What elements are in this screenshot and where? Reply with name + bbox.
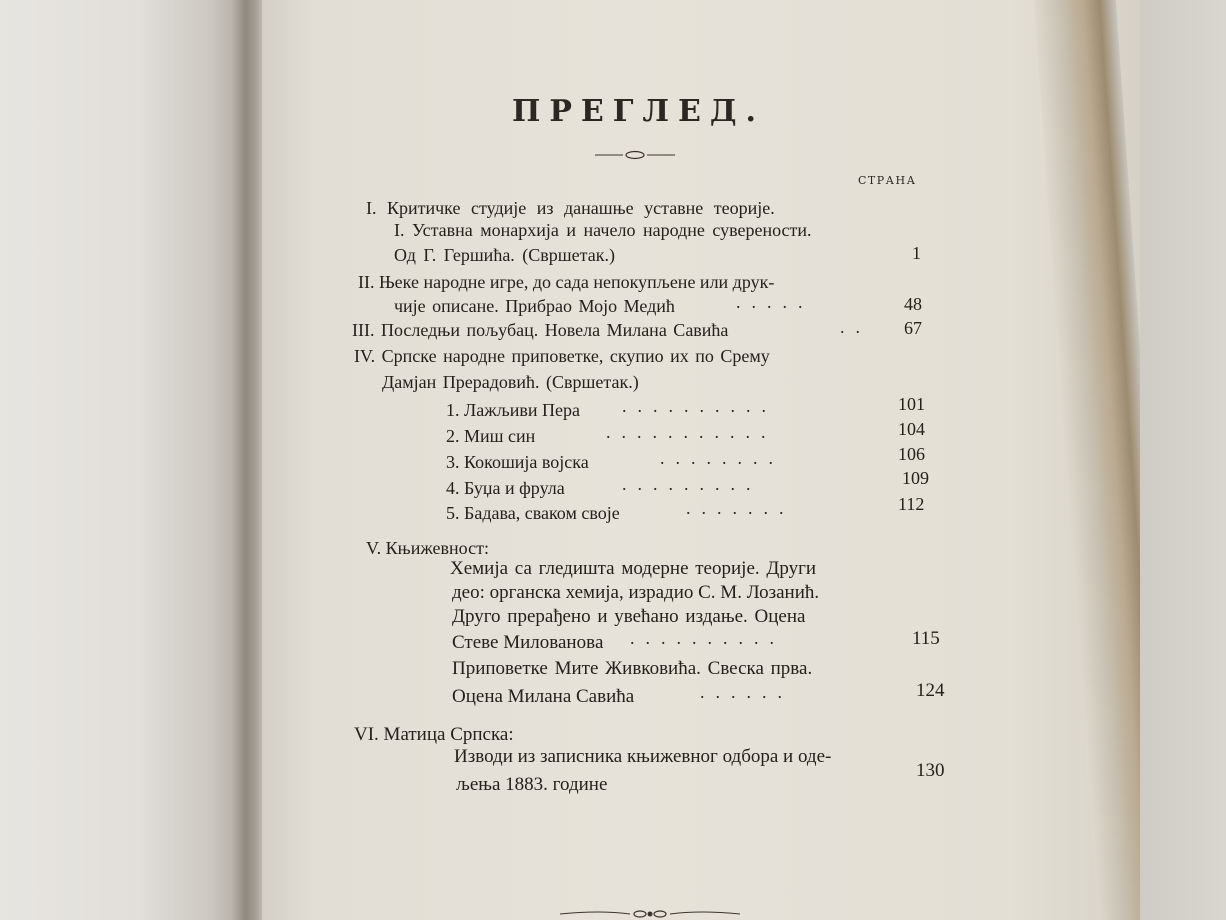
toc-leader-dots: ...... <box>700 682 793 702</box>
toc-page-number: 112 <box>898 494 925 514</box>
page-title: ПРЕГЛЕД. <box>512 94 765 129</box>
toc-entry: Оцена Милана Савића <box>452 686 635 707</box>
toc-entry: II. Њеке народне игре, до сада непокупљене или друк- <box>358 272 775 292</box>
toc-entry: чије описане. Прибрао Мојо Медић <box>394 296 675 316</box>
toc-page-number: 124 <box>916 680 945 701</box>
toc-entry: I. Критичке студије из данашње уставне теорије. <box>366 198 775 218</box>
toc-page-number: 67 <box>904 318 922 338</box>
toc-page-number: 1 <box>912 243 921 263</box>
toc-entry: 1. Лажљиви Пера <box>446 400 580 420</box>
toc-page-number: 109 <box>902 468 929 488</box>
toc-entry: део: органска хемија, израдио С. М. Лозанић. <box>452 582 820 603</box>
table-surface <box>1140 0 1226 920</box>
toc-entry: VI. Матица Српска: <box>354 724 514 745</box>
toc-leader-dots: .......... <box>622 396 777 416</box>
toc-entry: IV. Српске народне приповетке, скупио их по Срему <box>354 346 770 366</box>
toc-entry: Стеве Миловановa <box>452 632 604 653</box>
title-ornament-icon <box>595 150 675 160</box>
toc-page-number: 48 <box>904 294 922 314</box>
toc-leader-dots: ......... <box>622 474 762 494</box>
toc-leader-dots: .......... <box>630 628 785 648</box>
toc-entry: љења 1883. године <box>456 774 608 795</box>
book-gutter <box>232 0 266 920</box>
toc-entry: I. Уставна монархија и начело народне суверености. <box>394 220 812 240</box>
toc-leader-dots: ........... <box>606 422 777 442</box>
toc-page-number: 101 <box>898 394 925 414</box>
toc-entry: Од Г. Гершића. (Свршетак.) <box>394 245 615 265</box>
toc-entry: Приповетке Мите Живковића. Свеска прва. <box>452 658 813 679</box>
toc-leader-dots: ........ <box>660 448 784 468</box>
page-column-header: СТРАНА <box>858 174 917 187</box>
toc-entry: V. Књижевност: <box>366 538 489 558</box>
toc-entry: Дамјан Прерадовић. (Свршетак.) <box>382 372 639 392</box>
toc-entry: 3. Кокошија војска <box>446 452 589 472</box>
toc-entry: Хемија са гледишта модерне теорије. Други <box>450 558 817 579</box>
toc-page-number: 104 <box>898 419 925 439</box>
toc-leader-dots: ....... <box>686 498 795 518</box>
toc-entry: 5. Бадава, сваком своје <box>446 503 620 523</box>
toc-entry: Друго прерађено и увећано издање. Оцена <box>452 606 806 627</box>
toc-page-number: 106 <box>898 444 925 464</box>
toc-page-number: 130 <box>916 760 945 781</box>
toc-leader-dots: ..... <box>736 292 814 312</box>
toc-leader-dots: .. <box>840 317 871 337</box>
bottom-ornament-icon <box>560 906 740 920</box>
toc-page-number: 115 <box>912 628 940 649</box>
left-page <box>0 0 250 920</box>
toc-entry: Изводи из записника књижевног одбора и оде- <box>454 746 832 767</box>
toc-entry: 4. Буџа и фрула <box>446 478 565 498</box>
toc-entry: III. Последњи пољубац. Новела Милана Савића <box>352 320 729 340</box>
toc-entry: 2. Миш син <box>446 426 536 446</box>
